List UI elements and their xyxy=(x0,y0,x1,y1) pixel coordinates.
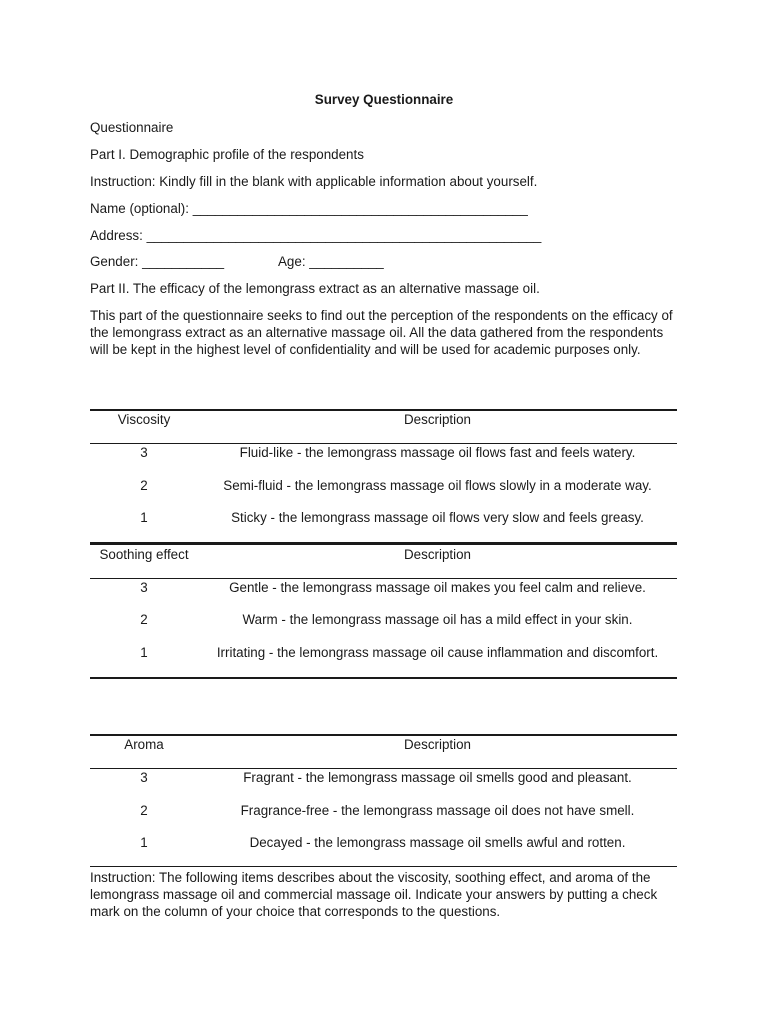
description-cell: Fragrant - the lemongrass massage oil smells good and pleasant. xyxy=(243,770,632,785)
name-field: Name (optional): _____________________________________________ xyxy=(90,201,528,216)
score-cell: 1 xyxy=(140,835,148,850)
gender-field: Gender: ___________ xyxy=(90,254,225,269)
part1-heading: Part I. Demographic profile of the respondents xyxy=(90,147,364,162)
soothing-header: Soothing effect xyxy=(99,547,189,562)
description-cell: Decayed - the lemongrass massage oil smells awful and rotten. xyxy=(249,835,626,850)
table-rule xyxy=(90,578,677,579)
score-cell: 2 xyxy=(140,478,148,493)
table-rule xyxy=(90,768,677,769)
score-cell: 3 xyxy=(140,580,148,595)
score-cell: 2 xyxy=(140,612,148,627)
score-cell: 1 xyxy=(140,645,148,660)
table-rule xyxy=(90,443,677,444)
score-cell: 3 xyxy=(140,770,148,785)
age-field: Age: __________ xyxy=(278,254,384,269)
viscosity-header: Viscosity xyxy=(117,412,171,427)
score-cell: 2 xyxy=(140,803,148,818)
address-field: Address: _____________________________________________________ xyxy=(90,228,542,243)
aroma-header: Aroma xyxy=(124,737,164,752)
instruction-demographic: Instruction: Kindly fill in the blank with applicable information about yourself. xyxy=(90,174,538,189)
table-rule xyxy=(90,409,677,411)
part2-description: This part of the questionnaire seeks to find out the perception of the respondents on the efficacy of the lemongrass extract as an alternative massage oil. All the data gathered from the respondents will be kept in the highest level of confidentiality and will be used for academic purposes only. xyxy=(90,308,673,357)
score-cell: 1 xyxy=(140,510,148,525)
description-cell: Sticky - the lemongrass massage oil flows very slow and feels greasy. xyxy=(231,510,644,525)
instruction-check-mark: Instruction: The following items describes about the viscosity, soothing effect, and aroma of the lemongrass massage oil and commercial massage oil. Indicate your answers by putting a check mark on the column of your choice that corresponds to the questions. xyxy=(90,870,658,919)
description-header: Description xyxy=(404,412,471,427)
table-rule xyxy=(90,866,677,867)
description-cell: Fluid-like - the lemongrass massage oil flows fast and feels watery. xyxy=(239,445,636,460)
description-cell: Fragrance-free - the lemongrass massage oil does not have smell. xyxy=(240,803,635,818)
table-rule xyxy=(90,734,677,736)
questionnaire-heading: Questionnaire xyxy=(90,120,174,135)
description-cell: Warm - the lemongrass massage oil has a mild effect in your skin. xyxy=(242,612,633,627)
document-title: Survey Questionnaire xyxy=(314,92,454,107)
score-cell: 3 xyxy=(140,445,148,460)
description-header: Description xyxy=(404,547,471,562)
description-cell: Semi-fluid - the lemongrass massage oil flows slowly in a moderate way. xyxy=(223,478,652,493)
table-rule xyxy=(90,542,677,545)
table-rule xyxy=(90,677,677,679)
description-header: Description xyxy=(404,737,471,752)
part2-heading: Part II. The efficacy of the lemongrass extract as an alternative massage oil. xyxy=(90,281,540,296)
description-cell: Irritating - the lemongrass massage oil cause inflammation and discomfort. xyxy=(216,645,659,660)
description-cell: Gentle - the lemongrass massage oil makes you feel calm and relieve. xyxy=(229,580,646,595)
